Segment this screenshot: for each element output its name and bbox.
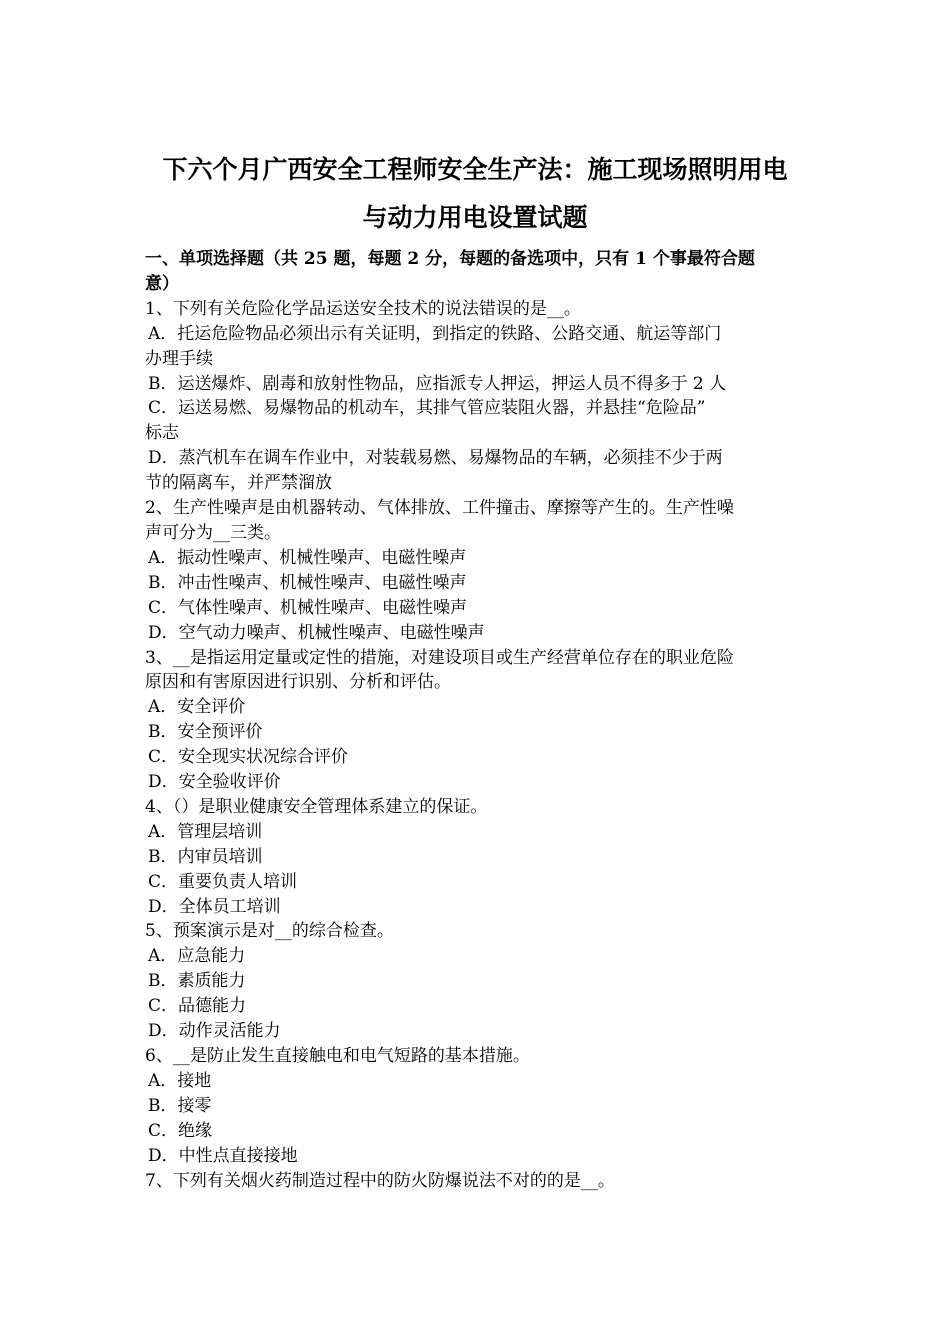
answer-option-line: A．安全评价 — [148, 697, 246, 718]
answer-option-line: 节的隔离车，并严禁溜放 — [145, 473, 332, 494]
question-7 — [145, 1169, 810, 1194]
answer-option-line: C．安全现实状况综合评价 — [148, 747, 349, 768]
question-stem-line: 3、__是指运用定量或定性的措施，对建设项目或生产经营单位存在的职业危险 — [145, 647, 734, 668]
answer-option-line: C．品德能力 — [148, 996, 247, 1017]
document-body — [145, 247, 810, 1193]
answer-option-line: D．中性点直接接地 — [148, 1145, 298, 1166]
answer-option-line: A．应急能力 — [148, 946, 246, 967]
question-stem-line: 6、__是防止发生直接触电和电气短路的基本措施。 — [145, 1046, 530, 1066]
answer-option-line: B．运送爆炸、剧毒和放射性物品，应指派专人押运，押运人员不得多于 2 人 — [148, 373, 727, 394]
answer-option-line: D．全体员工培训 — [148, 896, 281, 917]
question-stem-line: 声可分为__三类。 — [145, 522, 281, 543]
answer-option-line: C．运送易燃、易爆物品的机动车，其排气管应装阻火器，并悬挂“危险品” — [148, 398, 706, 419]
answer-option-line: 标志 — [145, 423, 179, 444]
document-title-line-1: 下六个月广西安全工程师安全生产法：施工现场照明用电 — [162, 155, 788, 184]
answer-option-line: D．空气动力噪声、机械性噪声、电磁性噪声 — [148, 622, 485, 643]
question-2 — [145, 496, 810, 645]
question-6 — [145, 1044, 810, 1169]
answer-option-line: 办理手续 — [145, 348, 213, 369]
answer-option-line: B．素质能力 — [148, 971, 246, 992]
question-4 — [145, 795, 810, 920]
question-stem-line: 1、下列有关危险化学品运送安全技术的说法错误的是__。 — [145, 298, 581, 319]
question-1 — [145, 297, 810, 496]
answer-option-line: A．接地 — [148, 1070, 212, 1091]
answer-option-line: B．内审员培训 — [148, 846, 263, 867]
answer-option-line: A．管理层培训 — [148, 821, 263, 842]
section-heading-line-2: 意） — [145, 273, 179, 294]
answer-option-line: C．气体性噪声、机械性噪声、电磁性噪声 — [148, 597, 468, 618]
section-heading-line-1: 一、单项选择题（共 25 题，每题 2 分，每题的备选项中，只有 1 个事最符合题 — [145, 249, 755, 269]
answer-option-line: B．安全预评价 — [148, 722, 263, 743]
answer-option-line: D．安全验收评价 — [148, 772, 281, 793]
answer-option-line: D．动作灵活能力 — [148, 1021, 281, 1042]
document-title-line-2: 与动力用电设置试题 — [362, 203, 588, 232]
question-stem-line: 原因和有害原因进行识别、分析和评估。 — [145, 672, 451, 693]
answer-option-line: C．绝缘 — [148, 1120, 213, 1141]
question-3 — [145, 646, 810, 795]
answer-option-line: C．重要负责人培训 — [148, 871, 298, 892]
answer-option-line: A．托运危险物品必须出示有关证明，到指定的铁路、公路交通、航运等部门 — [148, 323, 722, 344]
question-stem-line: 2、生产性噪声是由机器转动、气体排放、工件撞击、摩擦等产生的。生产性噪 — [145, 498, 734, 519]
answer-option-line: B．接零 — [148, 1095, 212, 1116]
question-stem-line: 7、下列有关烟火药制造过程中的防火防爆说法不对的的是__。 — [145, 1170, 615, 1191]
answer-option-line: D．蒸汽机车在调车作业中，对装载易燃、易爆物品的车辆，必须挂不少于两 — [148, 448, 723, 469]
question-5 — [145, 919, 810, 1044]
question-list — [145, 297, 810, 1194]
answer-option-line: B．冲击性噪声、机械性噪声、电磁性噪声 — [148, 572, 467, 593]
question-stem-line: 5、预案演示是对__的综合检查。 — [145, 921, 394, 942]
answer-option-line: A．振动性噪声、机械性噪声、电磁性噪声 — [148, 547, 467, 568]
question-stem-line: 4、（）是职业健康安全管理体系建立的保证。 — [145, 796, 488, 817]
